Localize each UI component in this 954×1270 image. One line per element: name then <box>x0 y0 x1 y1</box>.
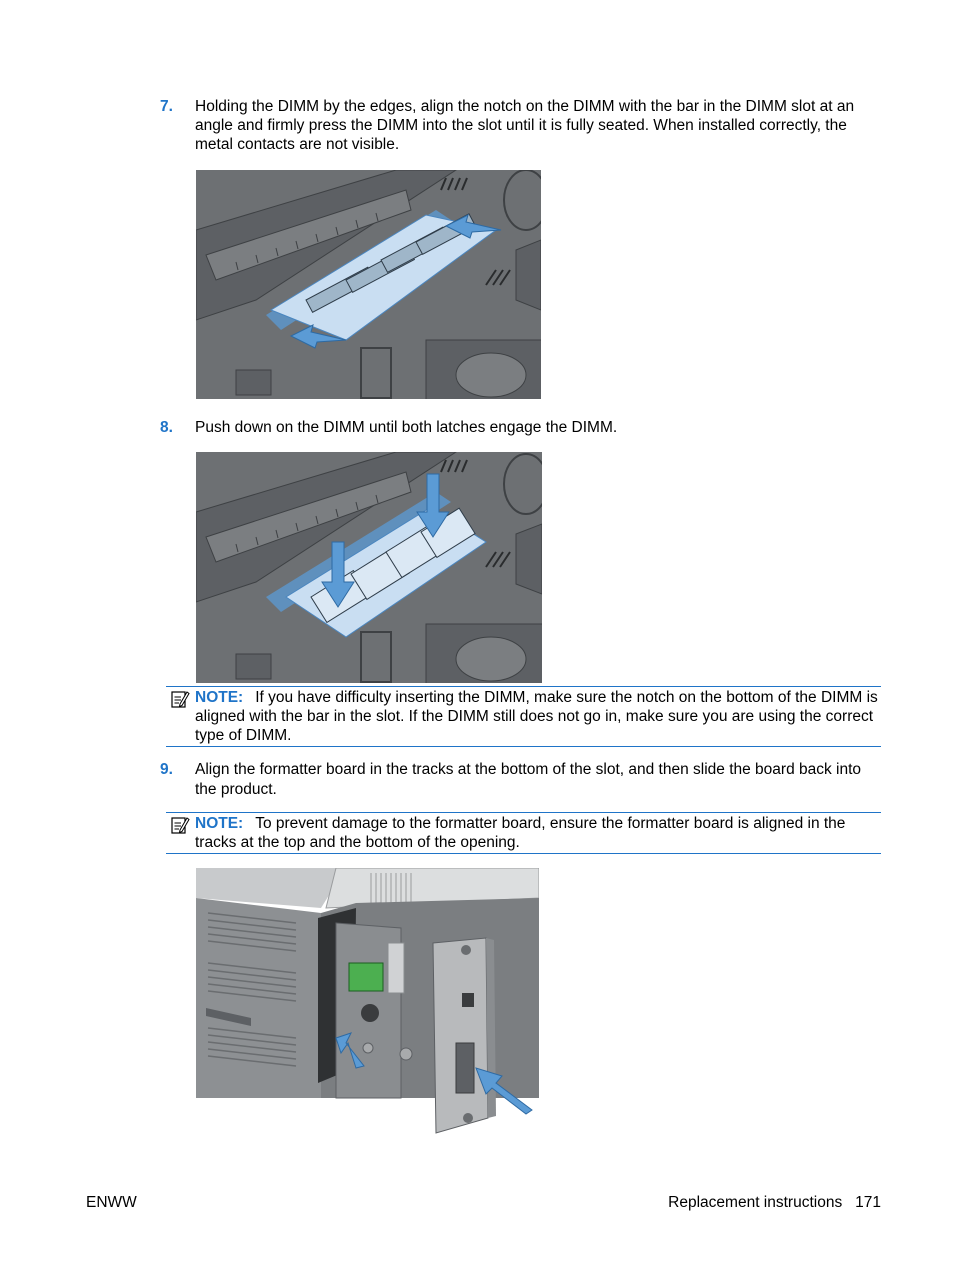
note-body <box>195 813 881 853</box>
formatter-board-illustration <box>196 868 539 1136</box>
step-number: 8. <box>160 419 173 436</box>
note-box <box>166 812 881 854</box>
note-label: NOTE: <box>195 815 244 832</box>
footer-right <box>668 1193 881 1212</box>
step-text: Push down on the DIMM until both latches engage the DIMM. <box>195 419 618 436</box>
step-text: Holding the DIMM by the edges, align the notch on the DIMM with the bar in the DIMM slot at an angle and firmly press the DIMM into the slot until it is fully seated. When installed correctly, the metal contacts are not visible. <box>195 98 855 153</box>
dimm-latch-illustration <box>196 452 542 683</box>
note-pencil-icon <box>170 815 190 835</box>
footer-left: ENWW <box>86 1194 137 1211</box>
step-text: Align the formatter board in the tracks at the bottom of the slot, and then slide the board back into the product. <box>195 761 862 798</box>
note-text: To prevent damage to the formatter board, ensure the formatter board is aligned in the tracks at the top and the bottom of the opening. <box>195 815 846 851</box>
footer-section-title: Replacement instructions <box>668 1194 843 1211</box>
note-text: If you have difficulty inserting the DIMM, make sure the notch on the bottom of the DIMM is aligned with the bar in the slot. If the DIMM still does not go in, make sure you are using the correct type of DIMM. <box>195 689 878 744</box>
note-box <box>166 686 881 747</box>
note-body <box>195 687 881 746</box>
dimm-insert-illustration <box>196 170 541 399</box>
step-number: 7. <box>160 98 173 115</box>
page-number: 171 <box>855 1194 881 1211</box>
step-number: 9. <box>160 761 173 778</box>
note-pencil-icon <box>170 689 190 709</box>
note-label: NOTE: <box>195 689 244 706</box>
